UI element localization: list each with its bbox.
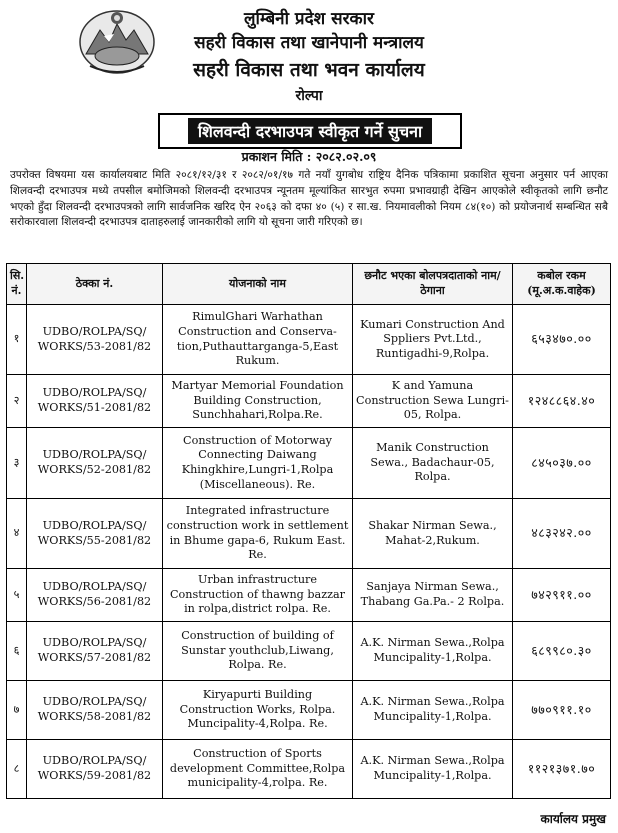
notice-title: शिलवन्दी दरभाउपत्र स्वीकृत गर्ने सुचना xyxy=(188,118,432,144)
office-chief-signature-label: कार्यालय प्रमुख xyxy=(540,812,606,826)
header-contract-no: ठेक्का नं. xyxy=(27,264,163,305)
cell-contract: UDBO/ROLPA/SQ/ WORKS/58-2081/82 xyxy=(27,681,163,740)
cell-amount: ७७०९११.१० xyxy=(513,681,611,740)
cell-sn: ८ xyxy=(7,740,27,799)
table-row xyxy=(7,305,611,375)
cell-amount: ११२१३७१.७० xyxy=(513,740,611,799)
cell-bidder: A.K. Nirman Sewa.,Rolpa Muncipality-1,Rolpa. xyxy=(353,622,513,681)
cell-sn: ५ xyxy=(7,569,27,622)
table-row xyxy=(7,499,611,569)
cell-project: Construction of Motorway Connecting Daiwang Khingkhire,Lungri-1,Rolpa (Miscellaneous). Re. xyxy=(163,428,353,499)
cell-project: Construction of building of Sunstar youthclub,Liwang, Rolpa. Re. xyxy=(163,622,353,681)
cell-amount: १२४८८६४.४० xyxy=(513,375,611,428)
cell-project: Construction of Sports development Committee,Rolpa municipality-4,rolpa. Re. xyxy=(163,740,353,799)
cell-bidder: A.K. Nirman Sewa.,Rolpa Muncipality-1,Rolpa. xyxy=(353,740,513,799)
bid-results-table xyxy=(6,263,611,799)
cell-bidder: K and Yamuna Construction Sewa Lungri-05, Rolpa. xyxy=(353,375,513,428)
cell-contract: UDBO/ROLPA/SQ/ WORKS/59-2081/82 xyxy=(27,740,163,799)
table-row xyxy=(7,569,611,622)
table-header-row xyxy=(7,264,611,305)
header-line-district: रोल्पा xyxy=(295,88,323,104)
cell-project: Martyar Memorial Foundation Building Construction, Sunchhahari,Rolpa.Re. xyxy=(163,375,353,428)
cell-bidder: Kumari Construction And Sppliers Pvt.Ltd., Runtigadhi-9,Rolpa. xyxy=(353,305,513,375)
cell-contract: UDBO/ROLPA/SQ/ WORKS/53-2081/82 xyxy=(27,305,163,375)
cell-sn: २ xyxy=(7,375,27,428)
header-project-name: योजनाको नाम xyxy=(163,264,353,305)
table-row xyxy=(7,681,611,740)
table-row xyxy=(7,740,611,799)
cell-sn: ६ xyxy=(7,622,27,681)
cell-amount: ६८९९८०.३० xyxy=(513,622,611,681)
cell-contract: UDBO/ROLPA/SQ/ WORKS/57-2081/82 xyxy=(27,622,163,681)
cell-sn: ३ xyxy=(7,428,27,499)
cell-sn: ७ xyxy=(7,681,27,740)
cell-amount: ७४२९११.०० xyxy=(513,569,611,622)
header-line-government: लुम्बिनी प्रदेश सरकार xyxy=(244,9,374,29)
cell-contract: UDBO/ROLPA/SQ/ WORKS/51-2081/82 xyxy=(27,375,163,428)
cell-amount: ४८३२४२.०० xyxy=(513,499,611,569)
cell-bidder: Shakar Nirman Sewa., Mahat-2,Rukum. xyxy=(353,499,513,569)
header-sn: सि. नं. xyxy=(7,264,27,305)
notice-title-box xyxy=(158,113,462,149)
cell-bidder: Manik Construction Sewa., Badachaur-05, Rolpa. xyxy=(353,428,513,499)
cell-contract: UDBO/ROLPA/SQ/ WORKS/56-2081/82 xyxy=(27,569,163,622)
notice-body-text: उपरोक्त विषयमा यस कार्यालयबाट मिति २०८१/१२/३१ र २०८२/०१/१७ गते नयाँ युगबोध राष्ट्रिय दैनिक पत्रिकामा प्रकाशित सूचना अनुसार पर्न आएका शिलवन्दी दरभाउपत्र मध्ये तपसील बमोजिमको शिलवन्दी दरभाउपत्र न्यूनतम मूल्यांकित सारभुत रुपमा प्रभावग्राही देखिन आएकोले स्वीकृतको लागि छनौट भएको हुँदा शिलवन्दी दरभाउपत्रको लागि सार्वजनिक खरिद ऐन २०६३ को दफा ४० (५) र सा.ख. नियमावलीको नियम ८४(१०) को प्रयोजनार्थ सम्बन्धित सबै सरोकारवाला शिलवन्दी दरभाउपत्र दाताहरुलाई जानकारीको लागि यो सूचना जारी गरिएको छ। xyxy=(10,169,608,229)
table-row xyxy=(7,622,611,681)
cell-sn: १ xyxy=(7,305,27,375)
cell-project: Kiryapurti Building Construction Works, Rolpa. Muncipality-4,Rolpa. Re. xyxy=(163,681,353,740)
header-line-ministry: सहरी विकास तथा खानेपानी मन्त्रालय xyxy=(194,33,424,53)
cell-bidder: A.K. Nirman Sewa.,Rolpa Muncipality-1,Rolpa. xyxy=(353,681,513,740)
header-bidder: छनौट भएका बोलपत्रदाताको नाम/ठेगाना xyxy=(353,264,513,305)
cell-amount: ६५३४७०.०० xyxy=(513,305,611,375)
publication-date: प्रकाशन मिति : २०८२.०२.०९ xyxy=(241,149,377,164)
cell-amount: ८४५०३७.०० xyxy=(513,428,611,499)
cell-contract: UDBO/ROLPA/SQ/ WORKS/55-2081/82 xyxy=(27,499,163,569)
header-line-office: सहरी विकास तथा भवन कार्यालय xyxy=(193,59,425,81)
cell-sn: ४ xyxy=(7,499,27,569)
cell-project: Urban infrastructure Construction of thawng bazzar in rolpa,district rolpa. Re. xyxy=(163,569,353,622)
table-row xyxy=(7,428,611,499)
cell-project: RimulGhari Warhathan Construction and Conserva- tion,Puthauttarganga-5,East Rukum. xyxy=(163,305,353,375)
cell-contract: UDBO/ROLPA/SQ/ WORKS/52-2081/82 xyxy=(27,428,163,499)
cell-project: Integrated infrastructure construction work in settlement in Bhume gapa-6, Rukum East. Re. xyxy=(163,499,353,569)
table-row xyxy=(7,375,611,428)
header-amount: कबोल रकम (मू.अ.क.वाहेक) xyxy=(513,264,611,305)
cell-bidder: Sanjaya Nirman Sewa., Thabang Ga.Pa.- 2 Rolpa. xyxy=(353,569,513,622)
